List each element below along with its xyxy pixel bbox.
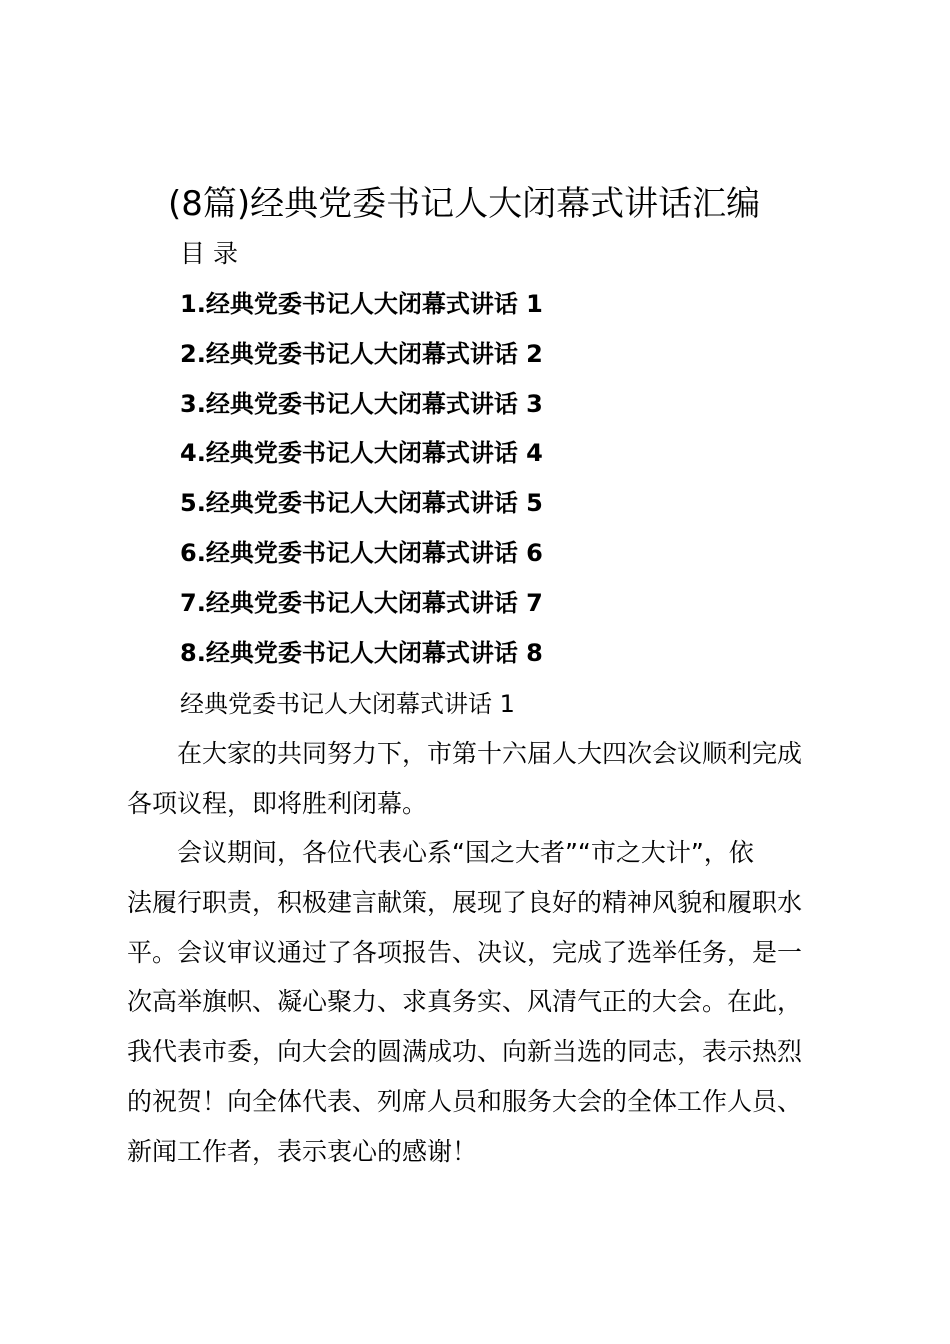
document-title: (8篇)经典党委书记人大闭幕式讲话汇编	[168, 184, 761, 224]
paragraph-line: 会议期间，各位代表心系“国之大者”“市之大计”，依	[127, 838, 754, 867]
toc-item-5[interactable]: 5.经典党委书记人大闭幕式讲话 5	[180, 489, 543, 518]
paragraph-1	[127, 729, 831, 829]
toc-item-2[interactable]: 2.经典党委书记人大闭幕式讲话 2	[180, 339, 543, 368]
section-heading: 经典党委书记人大闭幕式讲话 1	[180, 690, 515, 718]
paragraph-line: 平。会议审议通过了各项报告、决议，完成了选举任务，是一	[127, 937, 803, 967]
toc-item-3[interactable]: 3.经典党委书记人大闭幕式讲话 3	[180, 389, 543, 418]
paragraph-line: 各项议程，即将胜利闭幕。	[127, 788, 428, 818]
toc-item-6[interactable]: 6.经典党委书记人大闭幕式讲话 6	[180, 538, 543, 567]
paragraph-line: 的祝贺！向全体代表、列席人员和服务大会的全体工作人员、	[127, 1086, 803, 1116]
toc-item-1[interactable]: 1.经典党委书记人大闭幕式讲话 1	[180, 290, 543, 318]
paragraph-2	[127, 828, 831, 1177]
toc-item-7[interactable]: 7.经典党委书记人大闭幕式讲话 7	[180, 588, 543, 617]
toc-item-4[interactable]: 4.经典党委书记人大闭幕式讲话 4	[180, 439, 543, 468]
toc-heading: 目 录	[180, 239, 238, 268]
table-of-contents	[180, 284, 543, 682]
paragraph-line: 新闻工作者，表示衷心的感谢！	[127, 1136, 478, 1166]
toc-item-8[interactable]: 8.经典党委书记人大闭幕式讲话 8	[180, 638, 543, 667]
paragraph-line: 我代表市委，向大会的圆满成功、向新当选的同志，表示热烈	[127, 1037, 803, 1067]
paragraph-line: 法履行职责，积极建言献策，展现了良好的精神风貌和履职水	[127, 887, 803, 917]
paragraph-line: 次高举旗帜、凝心聚力、求真务实、风清气正的大会。在此，	[127, 987, 803, 1017]
paragraph-line: 在大家的共同努力下，市第十六届人大四次会议顺利完成	[127, 739, 803, 768]
